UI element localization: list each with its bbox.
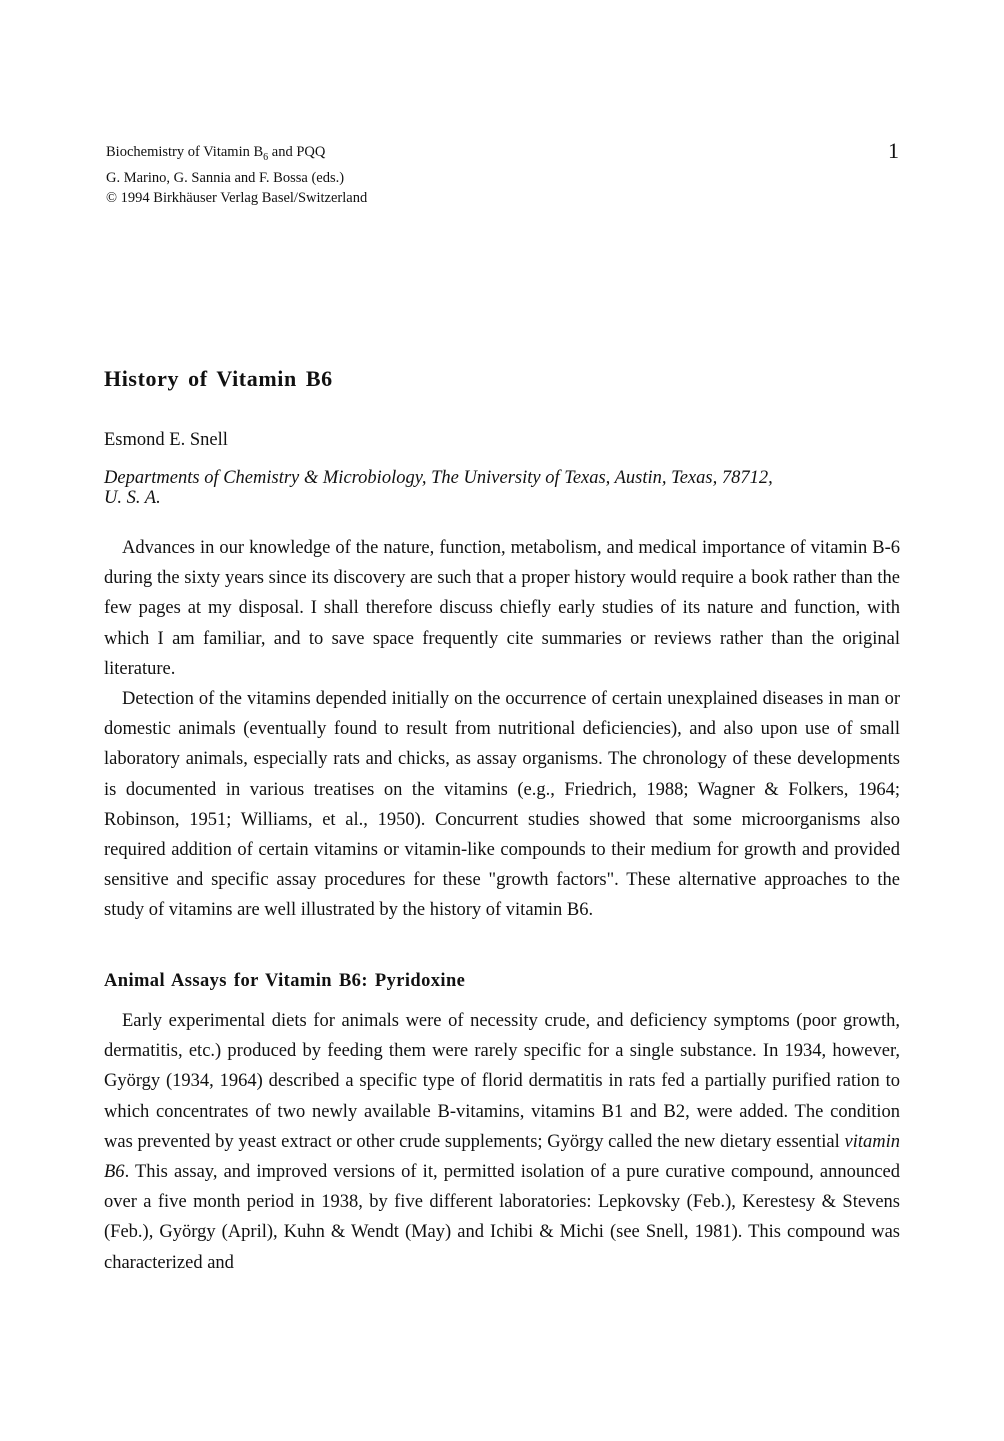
running-header xyxy=(106,142,367,208)
affiliation-line-1: Departments of Chemistry & Microbiology, The University of Texas, Austin, Texas, 78712, xyxy=(104,468,773,488)
book-title-text: Biochemistry of Vitamin B xyxy=(106,144,264,160)
editors-line: G. Marino, G. Sannia and F. Bossa (eds.) xyxy=(106,169,345,186)
author-name: Esmond E. Snell xyxy=(104,430,228,450)
paragraph-animal-assays xyxy=(104,1006,900,1278)
author-affiliation xyxy=(104,468,884,508)
page-number: 1 xyxy=(888,138,899,163)
paragraph-animal-assays-part1: Early experimental diets for animals were of necessity crude, and deficiency symptoms (poor growth, dermatitis, etc.) produced by feeding them were rarely specific for a single substance. In 1934, however, György (1934, 1964) described a specific type of florid dermatitis in rats fed a partially purified ration to which concentrates of two newly available B-vitamins, vitamins B1 and B2, were added. The condition was prevented by yeast extract or other crude supplements; György called the new dietary essential xyxy=(104,1011,900,1152)
affiliation-line-2: U. S. A. xyxy=(104,488,161,508)
section-heading-animal-assays: Animal Assays for Vitamin B6: Pyridoxine xyxy=(104,971,466,991)
paragraph-animal-assays-italic-term: vitamin B6 xyxy=(104,1131,900,1183)
paragraph-detection: Detection of the vitamins depended initially on the occurrence of certain unexplained diseases in man or domestic animals (eventually found to result from nutritional deficiencies), and also upon use of small laboratory animals, especially rats and chicks, as assay organisms. The chronology of these developments is documented in various treatises on the vitamins (e.g., Friedrich, 1988; Wagner & Folkers, 1964; Robinson, 1951; Williams, et al., 1950). Concurrent studies showed that some microorganisms also required addition of certain vitamins or vitamin-like compounds to their medium for growth and provided sensitive and specific assay procedures for these "growth factors". These alternative approaches to the study of vitamins are well illustrated by the history of vitamin B6. xyxy=(104,689,900,921)
paragraph-animal-assays-part2: . This assay, and improved versions of it, permitted isolation of a pure curative compound, announced over a five month period in 1938, by five different laboratories: Lepkovsky (Feb.), Kerestesy & Stevens (Feb.), György (April), Kuhn & Wendt (May) and Ichibi & Michi (see Snell, 1981). This compound was characterized and xyxy=(104,1162,900,1273)
book-title-suffix: and PQQ xyxy=(268,144,326,160)
article-title: History of Vitamin B6 xyxy=(104,366,333,391)
paragraph-intro: Advances in our knowledge of the nature, function, metabolism, and medical importance of vitamin B-6 during the sixty years since its discovery are such that a proper history would require a book rather than the few pages at my disposal. I shall therefore discuss chiefly early studies of its nature and function, with which I am familiar, and to save space frequently cite summaries or reviews rather than the original literature. xyxy=(104,538,900,679)
book-title-subscript: 6 xyxy=(263,151,269,163)
copyright-line: © 1994 Birkhäuser Verlag Basel/Switzerland xyxy=(106,189,368,206)
book-title xyxy=(106,142,367,168)
